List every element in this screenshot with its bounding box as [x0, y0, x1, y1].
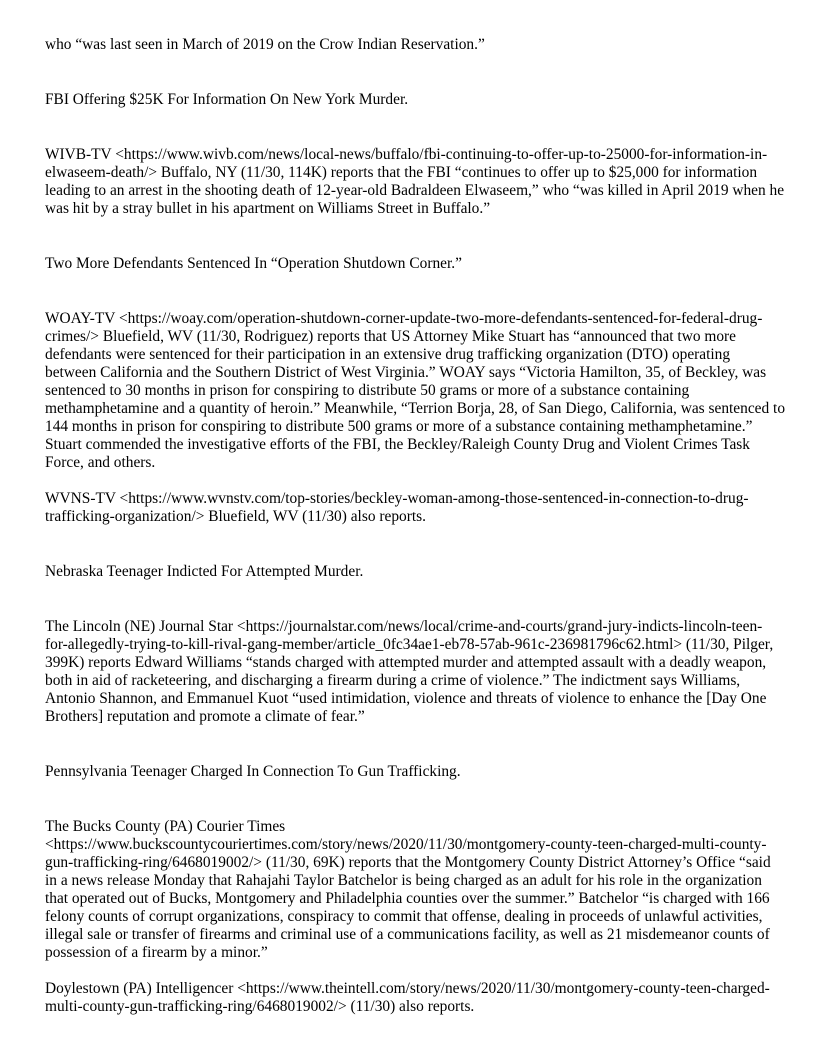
headline-pennsylvania-teen: Pennsylvania Teenager Charged In Connection To Gun Trafficking.: [45, 763, 461, 780]
body-paragraph-continued: who “was last seen in March of 2019 on the Crow Indian Reservation.”: [45, 36, 485, 53]
body-paragraph-wivb: WIVB-TV <https://www.wivb.com/news/local-news/buffalo/fbi-continuing-to-offer-up-to-25000-for-information-in-elwaseem-death/> Buffalo, NY (11/30, 114K) reports that the FBI “continues to offer up to $25,000 for information leading to an arrest in the shooting death of 12-year-old Badraldeen Elwaseem,” who “was killed in April 2019 when he was hit by a stray bullet in his apartment on Williams Street in Buffalo.”: [45, 146, 785, 217]
headline-operation-shutdown: Two More Defendants Sentenced In “Operation Shutdown Corner.”: [45, 255, 462, 272]
body-paragraph-courier-times: The Bucks County (PA) Courier Times <https://www.buckscountycouriertimes.com/story/news/2020/11/30/montgomery-county-teen-charged-multi-county-gun-trafficking-ring/6468019002/> (11/30, 69K) reports that the Montgomery County District Attorney’s Office “said in a news release Monday that Rahajahi Taylor Batchelor is being charged as an adult for his role in the organization that operated out of Bucks, Montgomery and Philadelphia counties over the summer.” Batchelor “is charged with 166 felony counts of corrupt organizations, conspiracy to commit that offense, dealing in proceeds of unlawful activities, illegal sale or transfer of firearms and criminal use of a communications facility, as well as 21 misdemeanor counts of possession of a firearm by a minor.”: [45, 818, 771, 961]
body-paragraph-journal-star: The Lincoln (NE) Journal Star <https://journalstar.com/news/local/crime-and-courts/grand-jury-indicts-lincoln-teen-for-allegedly-trying-to-kill-rival-gang-member/article_0fc34ae1-eb78-57ab-961c-236981796c62.html> (11/30, Pilger, 399K) reports Edward Williams “stands charged with attempted murder and attempted assault with a deadly weapon, both in aid of racketeering, and discharging a firearm during a crime of violence.” The indictment says Williams, Antonio Shannon, and Emmanuel Kuot “used intimidation, violence and threats of violence to enhance the [Day One Brothers] reputation and promote a climate of fear.”: [45, 618, 774, 725]
document-page: [45, 36, 785, 1016]
body-paragraph-woay: WOAY-TV <https://woay.com/operation-shutdown-corner-update-two-more-defendants-sentenced-for-federal-drug-crimes/> Bluefield, WV (11/30, Rodriguez) reports that US Attorney Mike Stuart has “announced that two more defendants were sentenced for their participation in an extensive drug trafficking organization (DTO) operating between California and the Southern District of West Virginia.” WOAY says “Victoria Hamilton, 35, of Beckley, was sentenced to 30 months in prison for conspiring to distribute 50 grams or more of a substance containing methamphetamine and a quantity of heroin.” Meanwhile, “Terrion Borja, 28, of San Diego, California, was sentenced to 144 months in prison for conspiring to distribute 500 grams or more of a substance containing methamphetamine.” Stuart commended the investigative efforts of the FBI, the Beckley/Raleigh County Drug and Violent Crimes Task Force, and others.: [45, 310, 786, 471]
body-paragraph-wvns: WVNS-TV <https://www.wvnstv.com/top-stories/beckley-woman-among-those-sentenced-in-connection-to-drug-trafficking-organization/> Bluefield, WV (11/30) also reports.: [45, 490, 749, 525]
headline-nebraska-teen: Nebraska Teenager Indicted For Attempted Murder.: [45, 563, 364, 580]
body-paragraph-intelligencer: Doylestown (PA) Intelligencer <https://www.theintell.com/story/news/2020/11/30/montgomery-county-teen-charged-multi-county-gun-trafficking-ring/6468019002/> (11/30) also reports.: [45, 980, 770, 1015]
headline-fbi-offering: FBI Offering $25K For Information On New York Murder.: [45, 91, 409, 108]
